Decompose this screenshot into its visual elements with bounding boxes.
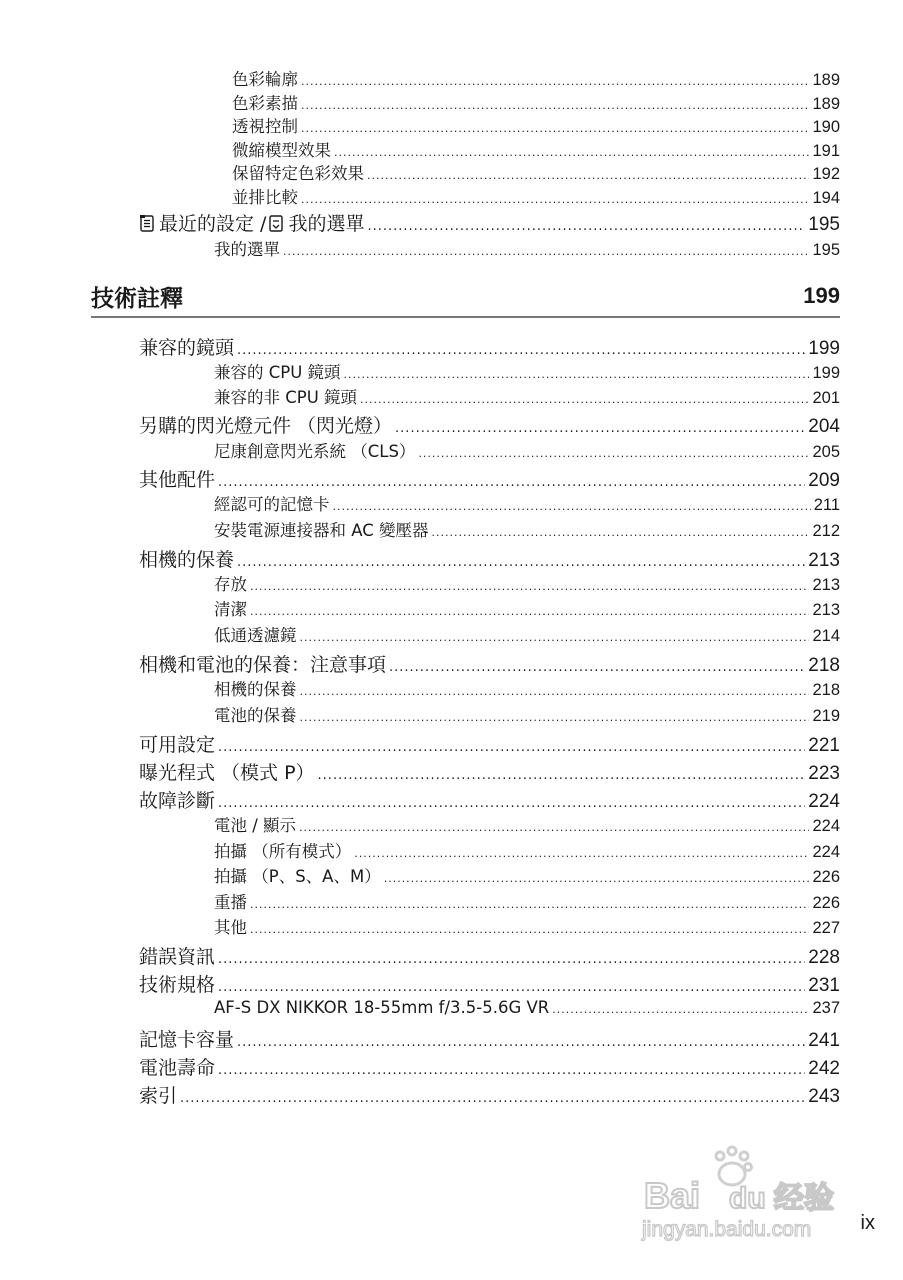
leader-dots <box>384 867 810 891</box>
leader-dots <box>218 736 805 760</box>
toc-entry-label: 其他 <box>214 918 247 937</box>
toc-entry-label: 錯誤資訊 <box>139 946 216 968</box>
toc-entry-label: 低通透濾鏡 <box>214 626 297 645</box>
toc-entry-label: 拍攝 （所有模式） <box>214 842 352 861</box>
toc-entry-page: 211 <box>813 496 840 514</box>
toc-subentry[interactable] <box>214 814 840 838</box>
toc-entry-label: 相機和電池的保養：注意事項 <box>139 654 387 676</box>
toc-subentry[interactable] <box>214 678 840 702</box>
toc-entry[interactable] <box>232 68 840 92</box>
toc-entry-page: 213 <box>808 550 840 571</box>
toc-entry-page: 237 <box>812 999 840 1017</box>
toc-entry-page: 212 <box>812 522 840 540</box>
leader-dots <box>418 442 809 466</box>
toc-entry-page: 243 <box>808 1086 840 1107</box>
toc-entry-page: 218 <box>812 681 840 699</box>
toc-entry[interactable] <box>139 973 840 997</box>
toc-subentry[interactable] <box>214 386 840 410</box>
toc-entry-page: 241 <box>808 1030 840 1051</box>
leader-dots <box>299 816 809 840</box>
toc-subentry[interactable] <box>214 624 840 648</box>
toc-entry[interactable] <box>139 945 840 969</box>
toc-entry-label: 我的選單 <box>214 240 280 259</box>
leader-dots <box>301 70 809 94</box>
leader-dots <box>333 495 811 519</box>
toc-entry-label: 索引 <box>139 1085 178 1107</box>
toc-entry-label: 電池 / 顯示 <box>214 816 297 835</box>
section-header <box>91 276 840 318</box>
leader-dots <box>301 188 809 212</box>
toc-entry-label: 相機的保養 <box>214 680 297 699</box>
toc-entry[interactable] <box>232 186 840 210</box>
baidu-watermark <box>636 1140 851 1250</box>
leader-dots <box>300 626 810 650</box>
leader-dots <box>300 680 810 704</box>
toc-subentry[interactable] <box>214 519 840 543</box>
toc-entry[interactable] <box>232 139 840 163</box>
toc-entry[interactable] <box>139 1028 840 1052</box>
toc-entry-label: 色彩素描 <box>232 94 298 113</box>
toc-entry-page: 226 <box>812 894 840 912</box>
toc-entry-page: 224 <box>812 817 840 835</box>
toc-entry[interactable] <box>139 468 840 492</box>
leader-dots <box>250 575 809 599</box>
leader-dots <box>301 117 809 141</box>
toc-entry-page: 227 <box>812 919 840 937</box>
leader-dots <box>389 656 805 680</box>
toc-entry-page: 231 <box>808 975 840 996</box>
leader-dots <box>237 339 805 363</box>
leader-dots <box>283 240 809 264</box>
leader-dots <box>367 164 809 188</box>
toc-entry-page: 204 <box>808 416 840 437</box>
leader-dots <box>218 948 805 972</box>
toc-subentry[interactable] <box>214 840 840 864</box>
toc-entry-label: 拍攝 （P、S、A、M） <box>214 867 381 886</box>
watermark-cn: 经验 <box>774 1181 834 1216</box>
toc-entry-label: 保留特定色彩效果 <box>232 164 364 183</box>
leader-dots <box>360 388 809 412</box>
toc-entry-page: 194 <box>812 189 840 207</box>
watermark-brand-2: du <box>729 1182 766 1215</box>
recent-settings-icon <box>139 214 155 232</box>
toc-entry-label: 故障診斷 <box>139 790 216 812</box>
toc-entry[interactable] <box>139 653 840 677</box>
toc-entry-label: 重播 <box>214 893 247 912</box>
toc-entry-page: 226 <box>812 868 840 886</box>
toc-entry-label: 並排比較 <box>232 188 298 207</box>
toc-entry-page: 209 <box>808 470 840 491</box>
toc-entry[interactable] <box>139 733 840 757</box>
toc-entry-label: 可用設定 <box>139 734 216 756</box>
toc-entry-page: 219 <box>812 707 840 725</box>
toc-entry-page: 201 <box>812 389 840 407</box>
toc-subentry[interactable] <box>214 865 840 889</box>
toc-entry-page: 195 <box>812 241 840 259</box>
toc-entry-page: 199 <box>808 338 840 359</box>
toc-entry[interactable] <box>139 761 840 785</box>
leader-dots <box>300 706 810 730</box>
toc-entry-label: 色彩輪廓 <box>232 70 298 89</box>
toc-entry[interactable] <box>139 1084 840 1108</box>
my-menu-icon <box>268 214 284 232</box>
toc-entry-label: 另購的閃光燈元件 （閃光燈） <box>139 415 393 437</box>
my-menu-label: 我的選單 <box>288 213 365 235</box>
leader-dots <box>218 1059 805 1083</box>
toc-entry[interactable] <box>139 1056 840 1080</box>
toc-entry[interactable] <box>139 414 840 438</box>
toc-entry-label: AF-S DX NIKKOR 18-55mm f/3.5-5.6G VR <box>214 998 550 1017</box>
watermark-url: jingyan.baidu.com <box>642 1218 812 1241</box>
toc-entry-label: 透視控制 <box>232 117 298 136</box>
leader-dots <box>218 471 805 495</box>
leader-dots <box>344 363 810 387</box>
leader-dots <box>354 842 809 866</box>
toc-entry-page: 199 <box>812 364 840 382</box>
toc-subentry[interactable] <box>214 573 840 597</box>
toc-entry-label: 電池壽命 <box>139 1057 216 1079</box>
toc-entry-label: 其他配件 <box>139 469 216 491</box>
toc-entry-label: 相機的保養 <box>139 549 235 571</box>
toc-entry-page: 190 <box>812 118 840 136</box>
toc-entry-page: 213 <box>812 576 840 594</box>
toc-entry-label: 兼容的 CPU 鏡頭 <box>214 363 341 382</box>
toc-entry-label: 記憶卡容量 <box>139 1029 235 1051</box>
toc-entry[interactable] <box>232 115 840 139</box>
toc-entry[interactable] <box>139 336 840 360</box>
toc-entry-page: 191 <box>812 142 840 160</box>
recent-settings-label: 最近的設定 / <box>159 213 267 235</box>
toc-entry-label: 電池的保養 <box>214 706 297 725</box>
toc-entry-page: 224 <box>808 791 840 812</box>
toc-subentry[interactable] <box>214 891 840 915</box>
toc-subentry[interactable] <box>214 996 840 1020</box>
toc-entry-label: 兼容的非 CPU 鏡頭 <box>214 388 358 407</box>
leader-dots <box>250 893 809 917</box>
toc-subentry[interactable] <box>214 704 840 728</box>
leader-dots <box>432 521 810 545</box>
leader-dots <box>367 215 805 239</box>
leader-dots <box>237 1031 805 1055</box>
toc-subentry[interactable] <box>214 916 840 940</box>
toc-entry-page: 192 <box>812 165 840 183</box>
toc-entry-label: 兼容的鏡頭 <box>139 337 235 359</box>
toc-entry[interactable] <box>139 548 840 572</box>
toc-entry[interactable] <box>214 238 840 262</box>
leader-dots <box>552 998 809 1022</box>
toc-entry[interactable] <box>232 92 840 116</box>
toc-subentry[interactable] <box>214 440 840 464</box>
toc-entry-page: 218 <box>808 655 840 676</box>
leader-dots <box>237 551 805 575</box>
watermark-brand: Bai <box>644 1175 701 1216</box>
section-page-number: 199 <box>803 283 840 308</box>
toc-entry-page: 228 <box>808 947 840 968</box>
toc-entry-page: 189 <box>812 95 840 113</box>
toc-entry-label: 經認可的記憶卡 <box>214 495 330 514</box>
toc-subentry[interactable] <box>214 361 840 385</box>
section-title: 技術註釋 <box>91 285 183 312</box>
toc-entry-page: 195 <box>808 214 840 235</box>
toc-entry[interactable] <box>232 162 840 186</box>
toc-entry-recent-settings[interactable] <box>139 212 840 236</box>
leader-dots <box>250 600 809 624</box>
toc-entry-page: 224 <box>812 843 840 861</box>
toc-entry-page: 213 <box>812 601 840 619</box>
toc-entry-page: 221 <box>808 735 840 756</box>
leader-dots <box>180 1087 805 1111</box>
toc-subentry[interactable] <box>214 493 840 517</box>
toc-entry-label: 安裝電源連接器和 AC 變壓器 <box>214 521 429 540</box>
page-number: ix <box>860 1212 875 1234</box>
toc-entry-page: 242 <box>808 1058 840 1079</box>
toc-subentry[interactable] <box>214 598 840 622</box>
toc-entry-label: 存放 <box>214 575 247 594</box>
leader-dots <box>395 417 805 441</box>
toc-entry-page: 205 <box>812 443 840 461</box>
leader-dots <box>250 918 809 942</box>
toc-entry-label: 清潔 <box>214 600 247 619</box>
toc-entry[interactable] <box>139 789 840 813</box>
toc-entry-page: 214 <box>812 627 840 645</box>
toc-entry-label: 技術規格 <box>139 974 216 996</box>
leader-dots <box>218 792 805 816</box>
toc-entry-page: 189 <box>812 71 840 89</box>
toc-entry-page: 223 <box>808 763 840 784</box>
leader-dots <box>318 764 806 788</box>
toc-entry-label: 曝光程式 （模式 P） <box>139 762 315 784</box>
toc-entry-label: 尼康創意閃光系統 （CLS） <box>214 442 416 461</box>
toc-entry-label: 微縮模型效果 <box>232 141 331 160</box>
